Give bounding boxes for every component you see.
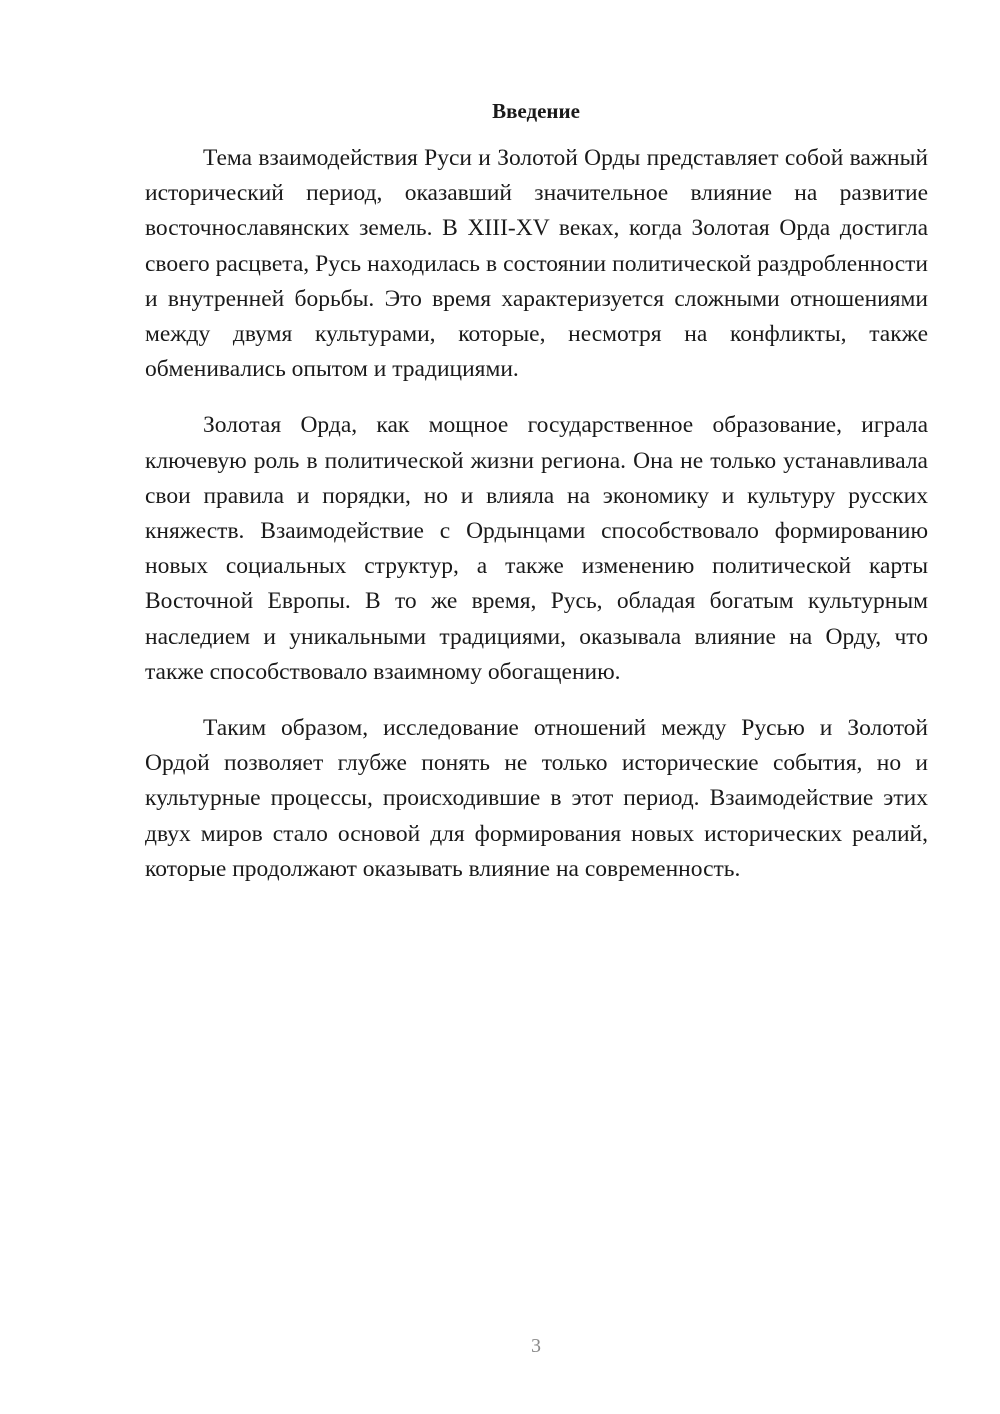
page-number: 3 — [531, 1335, 541, 1357]
paragraph-3: Таким образом, исследование отношений между Русью и Золотой Ордой позволяет глубже понять не только исторические события, но и культурные процессы, происходившие в этот период. Взаимодействие этих двух миров стало основой для формирования новых исторических реалий, которые продолжают оказывать влияние на современность. — [145, 715, 928, 882]
paragraph-1: Тема взаимодействия Руси и Золотой Орды представляет собой важный исторический период, оказавший значительное влияние на развитие восточнославянских земель. В XIII-XV веках, когда Золотая Орда достигла своего расцвета, Русь находилась в состоянии политической раздробленности и внутренней борьбы. Это время характеризуется сложными отношениями между двумя культурами, которые, несмотря на конфликты, также обменивались опытом и традициями. — [145, 145, 928, 383]
paragraph-2: Золотая Орда, как мощное государственное образование, играла ключевую роль в политической жизни региона. Она не только устанавливала свои правила и порядки, но и влияла на экономику и культуру русских княжеств. Взаимодействие с Ордынцами способствовало формированию новых социальных структур, а также изменению политической карты Восточной Европы. В то же время, Русь, обладая богатым культурным наследием и уникальными традициями, оказывала влияние на Орду, что также способствовало взаимному обогащению. — [145, 412, 928, 685]
body-text — [145, 141, 928, 887]
section-heading: Введение — [492, 99, 580, 123]
